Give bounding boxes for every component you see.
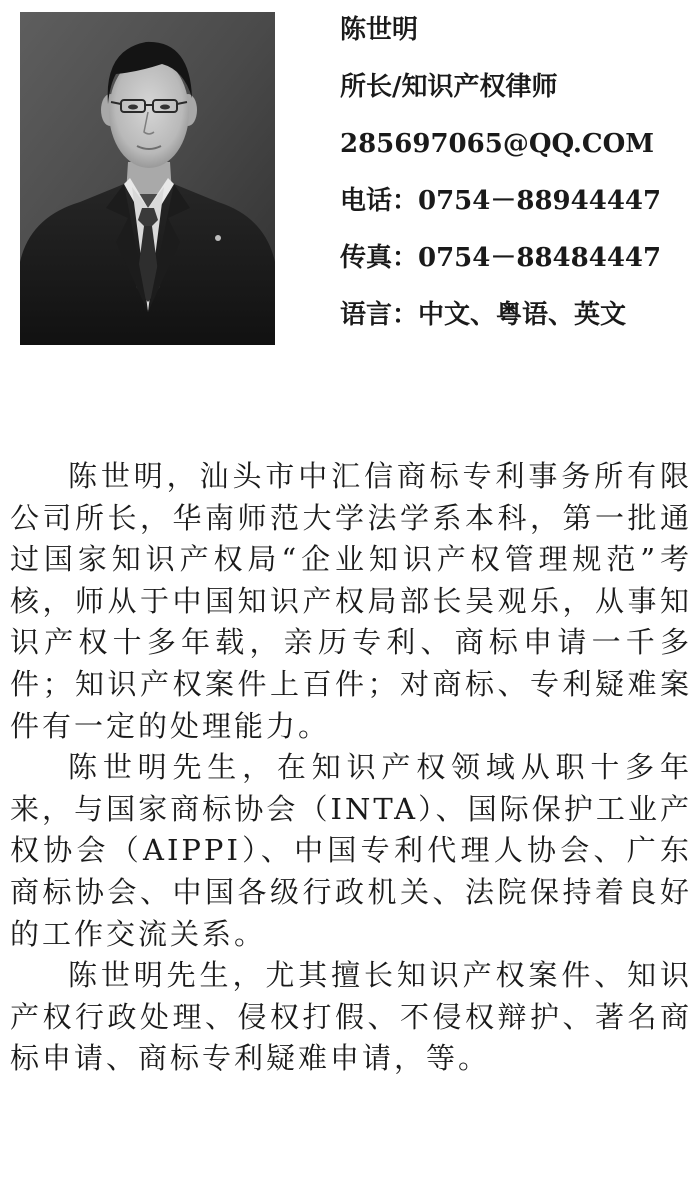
profile-title: 所长/知识产权律师: [340, 72, 558, 102]
profile-name: 陈世明: [340, 15, 419, 45]
profile-phone: 电话：0754－88944447: [340, 186, 662, 216]
profile-language: 语言：中文、粤语、英文: [340, 300, 627, 330]
bio-paragraph: 陈世明先生，尤其擅长知识产权案件、知识产权行政处理、侵权打假、不侵权辩护、著名商标申请、商标专利疑难申请，等。: [10, 958, 692, 1076]
profile-email: 285697065@QQ.COM: [340, 129, 654, 159]
bio-section: [10, 456, 692, 1080]
portrait-photo: [20, 12, 275, 345]
profile-fax: 传真：0754－88484447: [340, 243, 662, 273]
profile-info: [340, 14, 692, 356]
bio-paragraph: 陈世明先生，在知识产权领域从职十多年来，与国家商标协会（INTA）、国际保护工业产权协会（AIPPI）、中国专利代理人协会、广东商标协会、中国各级行政机关、法院保持着良好的工作交流关系。: [10, 750, 692, 951]
bio-paragraph: 陈世明，汕头市中汇信商标专利事务所有限公司所长，华南师范大学法学系本科，第一批通过国家知识产权局“企业知识产权管理规范”考核，师从于中国知识产权局部长吴观乐，从事知识产权十多年载，亲历专利、商标申请一千多件；知识产权案件上百件；对商标、专利疑难案件有一定的处理能力。: [10, 459, 692, 743]
